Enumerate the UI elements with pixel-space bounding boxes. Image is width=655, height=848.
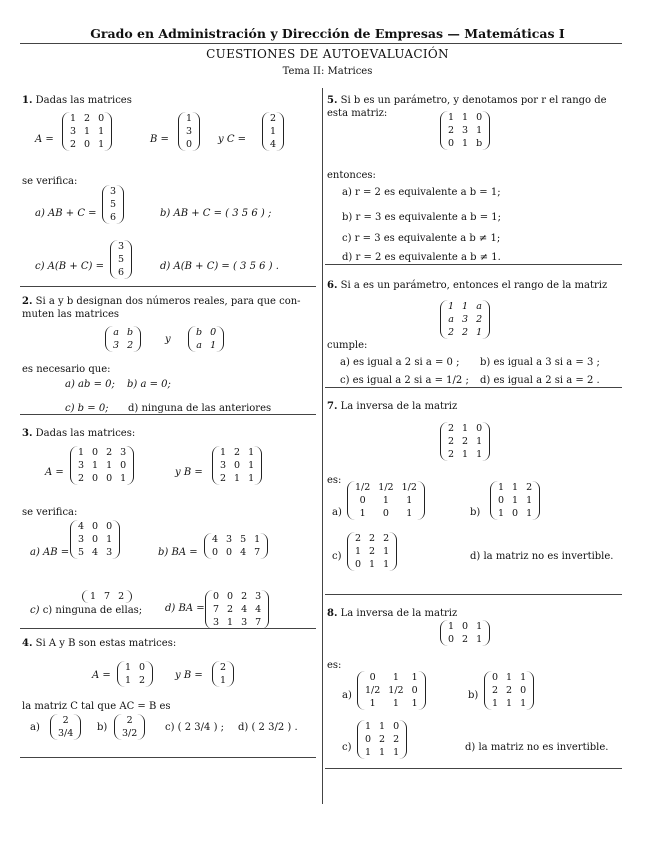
page-title: Grado en Administración y Dirección de Empresas — Matemáticas I bbox=[90, 26, 565, 41]
matrix-cell: 1 bbox=[520, 698, 527, 709]
matrix-cell: 1 bbox=[448, 301, 455, 312]
matrix-cell: 1 bbox=[526, 508, 533, 519]
q5-option-d: d) r = 2 es equivalente a b ≠ 1. bbox=[342, 252, 501, 263]
matrix-cell: 5 bbox=[78, 547, 85, 558]
q7-option-d: d) la matriz no es invertible. bbox=[470, 551, 614, 562]
matrix-cell: 1 bbox=[506, 698, 513, 709]
matrix-cell: 3 bbox=[220, 460, 227, 471]
matrix-cell: 0 bbox=[98, 113, 105, 124]
q8-option-c-matrix bbox=[357, 720, 407, 759]
matrix-cell: 2 bbox=[62, 715, 69, 726]
q6-stem: 6. Si a es un parámetro, entonces el rango de la matriz bbox=[327, 280, 608, 291]
matrix-cell: 1 bbox=[92, 460, 99, 471]
matrix-cell: 1 bbox=[520, 672, 527, 683]
q2-option-d: d) ninguna de las anteriores bbox=[128, 403, 272, 414]
matrix-cell: 1 bbox=[125, 675, 132, 686]
matrix-cell: 4 bbox=[212, 534, 219, 545]
matrix-cell: 0 bbox=[411, 685, 418, 696]
q6-matrix bbox=[440, 300, 490, 339]
q8-divider bbox=[325, 768, 622, 769]
q3-option-b: b) BA = bbox=[158, 547, 198, 558]
matrix-cell: 0 bbox=[234, 460, 241, 471]
q3-option-d: d) BA = bbox=[165, 603, 205, 614]
matrix-cell: 0 bbox=[365, 734, 372, 745]
matrix-cell: 5 bbox=[118, 254, 125, 265]
matrix-cell: 1 bbox=[392, 698, 399, 709]
matrix-cell: 2 bbox=[506, 685, 513, 696]
matrix-cell: 2 bbox=[220, 473, 227, 484]
q4-option-b-vector bbox=[114, 714, 145, 740]
matrix-cell: 0 bbox=[369, 672, 376, 683]
q1-option-c-vector bbox=[110, 240, 132, 279]
q7-is: es: bbox=[327, 475, 342, 486]
q4-option-a-vector bbox=[50, 714, 81, 740]
q4-divider bbox=[20, 757, 316, 758]
q8-stem: 8. La inversa de la matriz bbox=[327, 608, 458, 619]
matrix-cell: 1 bbox=[462, 112, 469, 123]
matrix-cell: 1 bbox=[90, 591, 97, 602]
q8-option-a-matrix bbox=[357, 671, 426, 710]
matrix-cell: 1 bbox=[526, 495, 533, 506]
matrix-cell: 1 bbox=[365, 747, 372, 758]
matrix-cell: 2 bbox=[355, 533, 362, 544]
q1-label-c: y C = bbox=[218, 134, 247, 145]
matrix-cell: 1 bbox=[462, 423, 469, 434]
matrix-cell: 2 bbox=[139, 675, 146, 686]
matrix-cell: 1 bbox=[210, 340, 217, 351]
matrix-cell: 0 bbox=[92, 521, 99, 532]
q3-option-c-matrix bbox=[82, 590, 132, 603]
matrix-cell: 3/2 bbox=[122, 728, 138, 739]
matrix-cell: 3 bbox=[255, 591, 262, 602]
q8-option-d: d) la matriz no es invertible. bbox=[465, 742, 609, 753]
matrix-cell: 1 bbox=[369, 559, 376, 570]
q8-option-a: a) bbox=[342, 690, 352, 701]
q1-stem: 1. Dadas las matrices bbox=[22, 95, 132, 106]
matrix-cell: 1 bbox=[359, 508, 366, 519]
matrix-cell: 3 bbox=[78, 460, 85, 471]
matrix-cell: 1 bbox=[234, 473, 241, 484]
matrix-cell: 1 bbox=[512, 482, 519, 493]
section-subtitle: CUESTIONES DE AUTOEVALUACIÓN bbox=[206, 47, 449, 61]
matrix-cell: 1 bbox=[220, 675, 227, 686]
matrix-cell: 0 bbox=[186, 139, 193, 150]
q5-option-a: a) r = 2 es equivalente a b = 1; bbox=[342, 187, 501, 198]
matrix-cell: 0 bbox=[210, 327, 217, 338]
matrix-cell: 2 bbox=[492, 685, 499, 696]
matrix-cell: 3 bbox=[78, 534, 85, 545]
q4-label-a: A = bbox=[92, 670, 111, 681]
q6-option-c: c) es igual a 2 si a = 1/2 ; bbox=[340, 375, 469, 386]
matrix-cell: 1 bbox=[411, 672, 418, 683]
q5-stem: 5. Si b es un parámetro, y denotamos por r el rango de bbox=[327, 95, 607, 106]
q7-matrix bbox=[440, 422, 490, 461]
matrix-cell: 0 bbox=[476, 423, 483, 434]
q6-option-d: d) es igual a 2 si a = 2 . bbox=[480, 375, 600, 386]
matrix-cell: 2 bbox=[379, 734, 386, 745]
q7-divider bbox=[325, 594, 622, 595]
matrix-cell: 1 bbox=[120, 473, 127, 484]
matrix-cell: 2 bbox=[462, 327, 469, 338]
matrix-cell: 3 bbox=[110, 186, 117, 197]
q1-divider bbox=[20, 286, 316, 287]
matrix-cell: 0 bbox=[212, 547, 219, 558]
matrix-cell: 1 bbox=[383, 559, 390, 570]
matrix-cell: 2 bbox=[526, 482, 533, 493]
matrix-cell: 3 bbox=[120, 447, 127, 458]
matrix-cell: 1 bbox=[70, 113, 77, 124]
matrix-cell: 2 bbox=[127, 340, 134, 351]
q4-option-a: a) bbox=[30, 722, 40, 733]
matrix-cell: 3/4 bbox=[58, 728, 74, 739]
matrix-cell: 1 bbox=[84, 126, 91, 137]
matrix-cell: 1 bbox=[393, 747, 400, 758]
matrix-cell: 1 bbox=[462, 449, 469, 460]
matrix-cell: 1/2 bbox=[388, 685, 404, 696]
matrix-cell: 0 bbox=[448, 634, 455, 645]
matrix-cell: 0 bbox=[84, 139, 91, 150]
q7-option-b: b) bbox=[470, 507, 481, 518]
q4-option-b: b) bbox=[97, 722, 108, 733]
matrix-cell: 1/2 bbox=[365, 685, 381, 696]
matrix-cell: 1 bbox=[365, 721, 372, 732]
q6-option-a: a) es igual a 2 si a = 0 ; bbox=[340, 357, 460, 368]
matrix-cell: 1 bbox=[383, 546, 390, 557]
q4-ask: la matriz C tal que AC = B es bbox=[22, 701, 171, 712]
q5-option-c: c) r = 3 es equivalente a b ≠ 1; bbox=[342, 233, 501, 244]
matrix-cell: 0 bbox=[492, 672, 499, 683]
matrix-cell: 1 bbox=[379, 747, 386, 758]
matrix-cell: 1 bbox=[78, 447, 85, 458]
matrix-cell: 1 bbox=[248, 447, 255, 458]
matrix-cell: 4 bbox=[240, 547, 247, 558]
matrix-cell: 2 bbox=[448, 449, 455, 460]
q3-label-b: y B = bbox=[175, 467, 203, 478]
matrix-cell: 1 bbox=[106, 534, 113, 545]
matrix-cell: 0 bbox=[106, 521, 113, 532]
q7-option-a-matrix bbox=[347, 481, 425, 520]
matrix-cell: 7 bbox=[255, 617, 262, 628]
q3-divider bbox=[20, 628, 316, 629]
matrix-cell: 1 bbox=[476, 125, 483, 136]
matrix-cell: 2 bbox=[227, 604, 234, 615]
matrix-cell: 1 bbox=[369, 698, 376, 709]
q5-matrix bbox=[440, 111, 490, 150]
q1-label-a: A = bbox=[35, 134, 54, 145]
matrix-cell: 1 bbox=[462, 301, 469, 312]
matrix-cell: 2 bbox=[369, 533, 376, 544]
q6-option-b: b) es igual a 3 si a = 3 ; bbox=[480, 357, 600, 368]
q2-stem-2: muten las matrices bbox=[22, 309, 120, 320]
matrix-cell: 2 bbox=[448, 436, 455, 447]
matrix-cell: 2 bbox=[241, 591, 248, 602]
matrix-cell: 5 bbox=[110, 199, 117, 210]
q3-option-c: c) c) ninguna de ellas; bbox=[30, 605, 143, 616]
matrix-cell: 2 bbox=[220, 662, 227, 673]
q2-option-c: c) b = 0; bbox=[65, 403, 109, 414]
q1-matrix-a bbox=[62, 112, 112, 151]
matrix-cell: 7 bbox=[213, 604, 220, 615]
matrix-cell: 2 bbox=[118, 591, 125, 602]
q1-option-d: d) A(B + C) = ( 3 5 6 ) . bbox=[160, 261, 279, 272]
matrix-cell: a bbox=[448, 314, 454, 325]
matrix-cell: 2 bbox=[106, 447, 113, 458]
matrix-cell: 3 bbox=[186, 126, 193, 137]
matrix-cell: 0 bbox=[498, 495, 505, 506]
q7-option-c: c) bbox=[332, 551, 342, 562]
matrix-cell: 1 bbox=[406, 495, 413, 506]
q7-option-c-matrix bbox=[347, 532, 397, 571]
matrix-cell: 1 bbox=[506, 672, 513, 683]
q2-matrix-1 bbox=[105, 326, 141, 352]
matrix-cell: 2 bbox=[448, 125, 455, 136]
column-divider bbox=[322, 88, 323, 804]
q3-verifies: se verifica: bbox=[22, 507, 78, 518]
matrix-cell: 4 bbox=[255, 604, 262, 615]
q1-verifies: se verifica: bbox=[22, 176, 78, 187]
matrix-cell: 1 bbox=[462, 138, 469, 149]
matrix-cell: 5 bbox=[240, 534, 247, 545]
matrix-cell: 0 bbox=[512, 508, 519, 519]
q4-stem: 4. Si A y B son estas matrices: bbox=[22, 638, 177, 649]
matrix-cell: 1 bbox=[476, 634, 483, 645]
matrix-cell: 2 bbox=[462, 436, 469, 447]
q2-y: y bbox=[165, 334, 171, 345]
matrix-cell: 3 bbox=[462, 125, 469, 136]
matrix-cell: 1 bbox=[448, 621, 455, 632]
matrix-cell: 0 bbox=[355, 559, 362, 570]
matrix-cell: 3 bbox=[462, 314, 469, 325]
q4-option-c: c) ( 2 3/4 ) ; bbox=[165, 722, 225, 733]
matrix-cell: 0 bbox=[227, 591, 234, 602]
matrix-cell: 1 bbox=[476, 621, 483, 632]
matrix-cell: 2 bbox=[448, 327, 455, 338]
q2-necessary: es necesario que: bbox=[22, 364, 111, 375]
matrix-cell: 1 bbox=[512, 495, 519, 506]
matrix-cell: 2 bbox=[70, 139, 77, 150]
matrix-cell: 0 bbox=[92, 447, 99, 458]
topic-label: Tema II: Matrices bbox=[282, 66, 373, 77]
q8-is: es: bbox=[327, 660, 342, 671]
matrix-cell: 1/2 bbox=[378, 482, 394, 493]
matrix-cell: b bbox=[476, 138, 483, 149]
matrix-cell: 0 bbox=[92, 534, 99, 545]
matrix-cell: 1 bbox=[411, 698, 418, 709]
matrix-cell: b bbox=[127, 327, 134, 338]
q4-option-d: d) ( 2 3/2 ) . bbox=[238, 722, 298, 733]
q8-matrix bbox=[440, 620, 490, 646]
q1-option-a-vector bbox=[102, 185, 124, 224]
matrix-cell: 7 bbox=[104, 591, 111, 602]
matrix-cell: 1 bbox=[248, 460, 255, 471]
matrix-cell: 3 bbox=[106, 547, 113, 558]
matrix-cell: 1 bbox=[448, 112, 455, 123]
matrix-cell: 3 bbox=[118, 241, 125, 252]
matrix-cell: 1 bbox=[270, 126, 277, 137]
matrix-cell: b bbox=[196, 327, 203, 338]
q5-stem-2: esta matriz: bbox=[327, 108, 388, 119]
q1-option-b: b) AB + C = ( 3 5 6 ) ; bbox=[160, 208, 272, 219]
title-divider bbox=[20, 43, 622, 44]
matrix-cell: 0 bbox=[226, 547, 233, 558]
matrix-cell: 1 bbox=[382, 495, 389, 506]
matrix-cell: 4 bbox=[241, 604, 248, 615]
matrix-cell: 2 bbox=[383, 533, 390, 544]
matrix-cell: 4 bbox=[270, 139, 277, 150]
matrix-cell: 1 bbox=[248, 473, 255, 484]
matrix-cell: 2 bbox=[234, 447, 241, 458]
q3-label-a: A = bbox=[45, 467, 64, 478]
matrix-cell: 1 bbox=[227, 617, 234, 628]
q5-option-b: b) r = 3 es equivalente a b = 1; bbox=[342, 212, 502, 223]
q3-option-b-matrix bbox=[204, 533, 268, 559]
matrix-cell: 1 bbox=[476, 449, 483, 460]
matrix-cell: 0 bbox=[476, 112, 483, 123]
q5-then: entonces: bbox=[327, 170, 376, 181]
matrix-cell: 1 bbox=[476, 327, 483, 338]
q1-option-c: c) A(B + C) = bbox=[35, 261, 104, 272]
q5-divider bbox=[325, 264, 622, 265]
matrix-cell: a bbox=[476, 301, 482, 312]
q3-matrix-b bbox=[212, 446, 262, 485]
matrix-cell: 4 bbox=[92, 547, 99, 558]
matrix-cell: 0 bbox=[382, 508, 389, 519]
matrix-cell: 3 bbox=[241, 617, 248, 628]
matrix-cell: 1/2 bbox=[401, 482, 417, 493]
matrix-cell: 2 bbox=[476, 314, 483, 325]
q7-stem: 7. La inversa de la matriz bbox=[327, 401, 458, 412]
matrix-cell: 0 bbox=[120, 460, 127, 471]
matrix-cell: 3 bbox=[113, 340, 120, 351]
q8-option-c: c) bbox=[342, 742, 352, 753]
q3-stem: 3. Dadas las matrices: bbox=[22, 428, 136, 439]
q6-fulfills: cumple: bbox=[327, 340, 368, 351]
matrix-cell: 1 bbox=[498, 508, 505, 519]
matrix-cell: 1 bbox=[379, 721, 386, 732]
matrix-cell: 3 bbox=[70, 126, 77, 137]
q4-matrix-b bbox=[212, 661, 234, 687]
q8-option-b: b) bbox=[468, 690, 479, 701]
q6-divider bbox=[325, 387, 622, 388]
q2-stem: 2. Si a y b designan dos números reales, para que con- bbox=[22, 296, 301, 307]
q4-label-b: y B = bbox=[175, 670, 203, 681]
matrix-cell: 2 bbox=[126, 715, 133, 726]
q7-option-b-matrix bbox=[490, 481, 540, 520]
matrix-cell: 1/2 bbox=[355, 482, 371, 493]
matrix-cell: 0 bbox=[462, 621, 469, 632]
q1-option-a: a) AB + C = bbox=[35, 208, 97, 219]
matrix-cell: 0 bbox=[359, 495, 366, 506]
matrix-cell: 0 bbox=[106, 473, 113, 484]
matrix-cell: 2 bbox=[78, 473, 85, 484]
q1-matrix-b bbox=[178, 112, 200, 151]
q1-label-b: B = bbox=[150, 134, 169, 145]
q2-divider bbox=[20, 414, 316, 415]
matrix-cell: 1 bbox=[186, 113, 193, 124]
matrix-cell: 7 bbox=[254, 547, 261, 558]
matrix-cell: 0 bbox=[213, 591, 220, 602]
matrix-cell: 3 bbox=[213, 617, 220, 628]
q3-option-d-matrix bbox=[205, 590, 269, 629]
matrix-cell: 2 bbox=[84, 113, 91, 124]
matrix-cell: 2 bbox=[270, 113, 277, 124]
q8-option-b-matrix bbox=[484, 671, 534, 710]
matrix-cell: 0 bbox=[139, 662, 146, 673]
matrix-cell: 2 bbox=[393, 734, 400, 745]
matrix-cell: 2 bbox=[448, 423, 455, 434]
matrix-cell: 1 bbox=[220, 447, 227, 458]
matrix-cell: 1 bbox=[498, 482, 505, 493]
matrix-cell: 1 bbox=[392, 672, 399, 683]
q3-matrix-a bbox=[70, 446, 134, 485]
matrix-cell: 3 bbox=[226, 534, 233, 545]
q7-option-a: a) bbox=[332, 507, 342, 518]
matrix-cell: 0 bbox=[448, 138, 455, 149]
q2-matrix-2 bbox=[188, 326, 224, 352]
matrix-cell: 1 bbox=[98, 139, 105, 150]
matrix-cell: 1 bbox=[254, 534, 261, 545]
q1-matrix-c bbox=[262, 112, 284, 151]
q2-option-a: a) ab = 0; bbox=[65, 379, 115, 390]
matrix-cell: 6 bbox=[118, 267, 125, 278]
matrix-cell: 1 bbox=[98, 126, 105, 137]
matrix-cell: 1 bbox=[106, 460, 113, 471]
matrix-cell: 1 bbox=[476, 436, 483, 447]
matrix-cell: 0 bbox=[393, 721, 400, 732]
q3-option-a-matrix bbox=[70, 520, 120, 559]
q4-matrix-a bbox=[117, 661, 153, 687]
matrix-cell: 2 bbox=[369, 546, 376, 557]
matrix-cell: 0 bbox=[520, 685, 527, 696]
matrix-cell: 6 bbox=[110, 212, 117, 223]
matrix-cell: 1 bbox=[406, 508, 413, 519]
matrix-cell: a bbox=[113, 327, 119, 338]
matrix-cell: 1 bbox=[125, 662, 132, 673]
q2-option-b: b) a = 0; bbox=[127, 379, 171, 390]
matrix-cell: 4 bbox=[78, 521, 85, 532]
matrix-cell: 1 bbox=[492, 698, 499, 709]
q3-option-a: a) AB = bbox=[30, 547, 70, 558]
matrix-cell: 1 bbox=[355, 546, 362, 557]
matrix-cell: 2 bbox=[462, 634, 469, 645]
matrix-cell: a bbox=[196, 340, 202, 351]
matrix-cell: 0 bbox=[92, 473, 99, 484]
